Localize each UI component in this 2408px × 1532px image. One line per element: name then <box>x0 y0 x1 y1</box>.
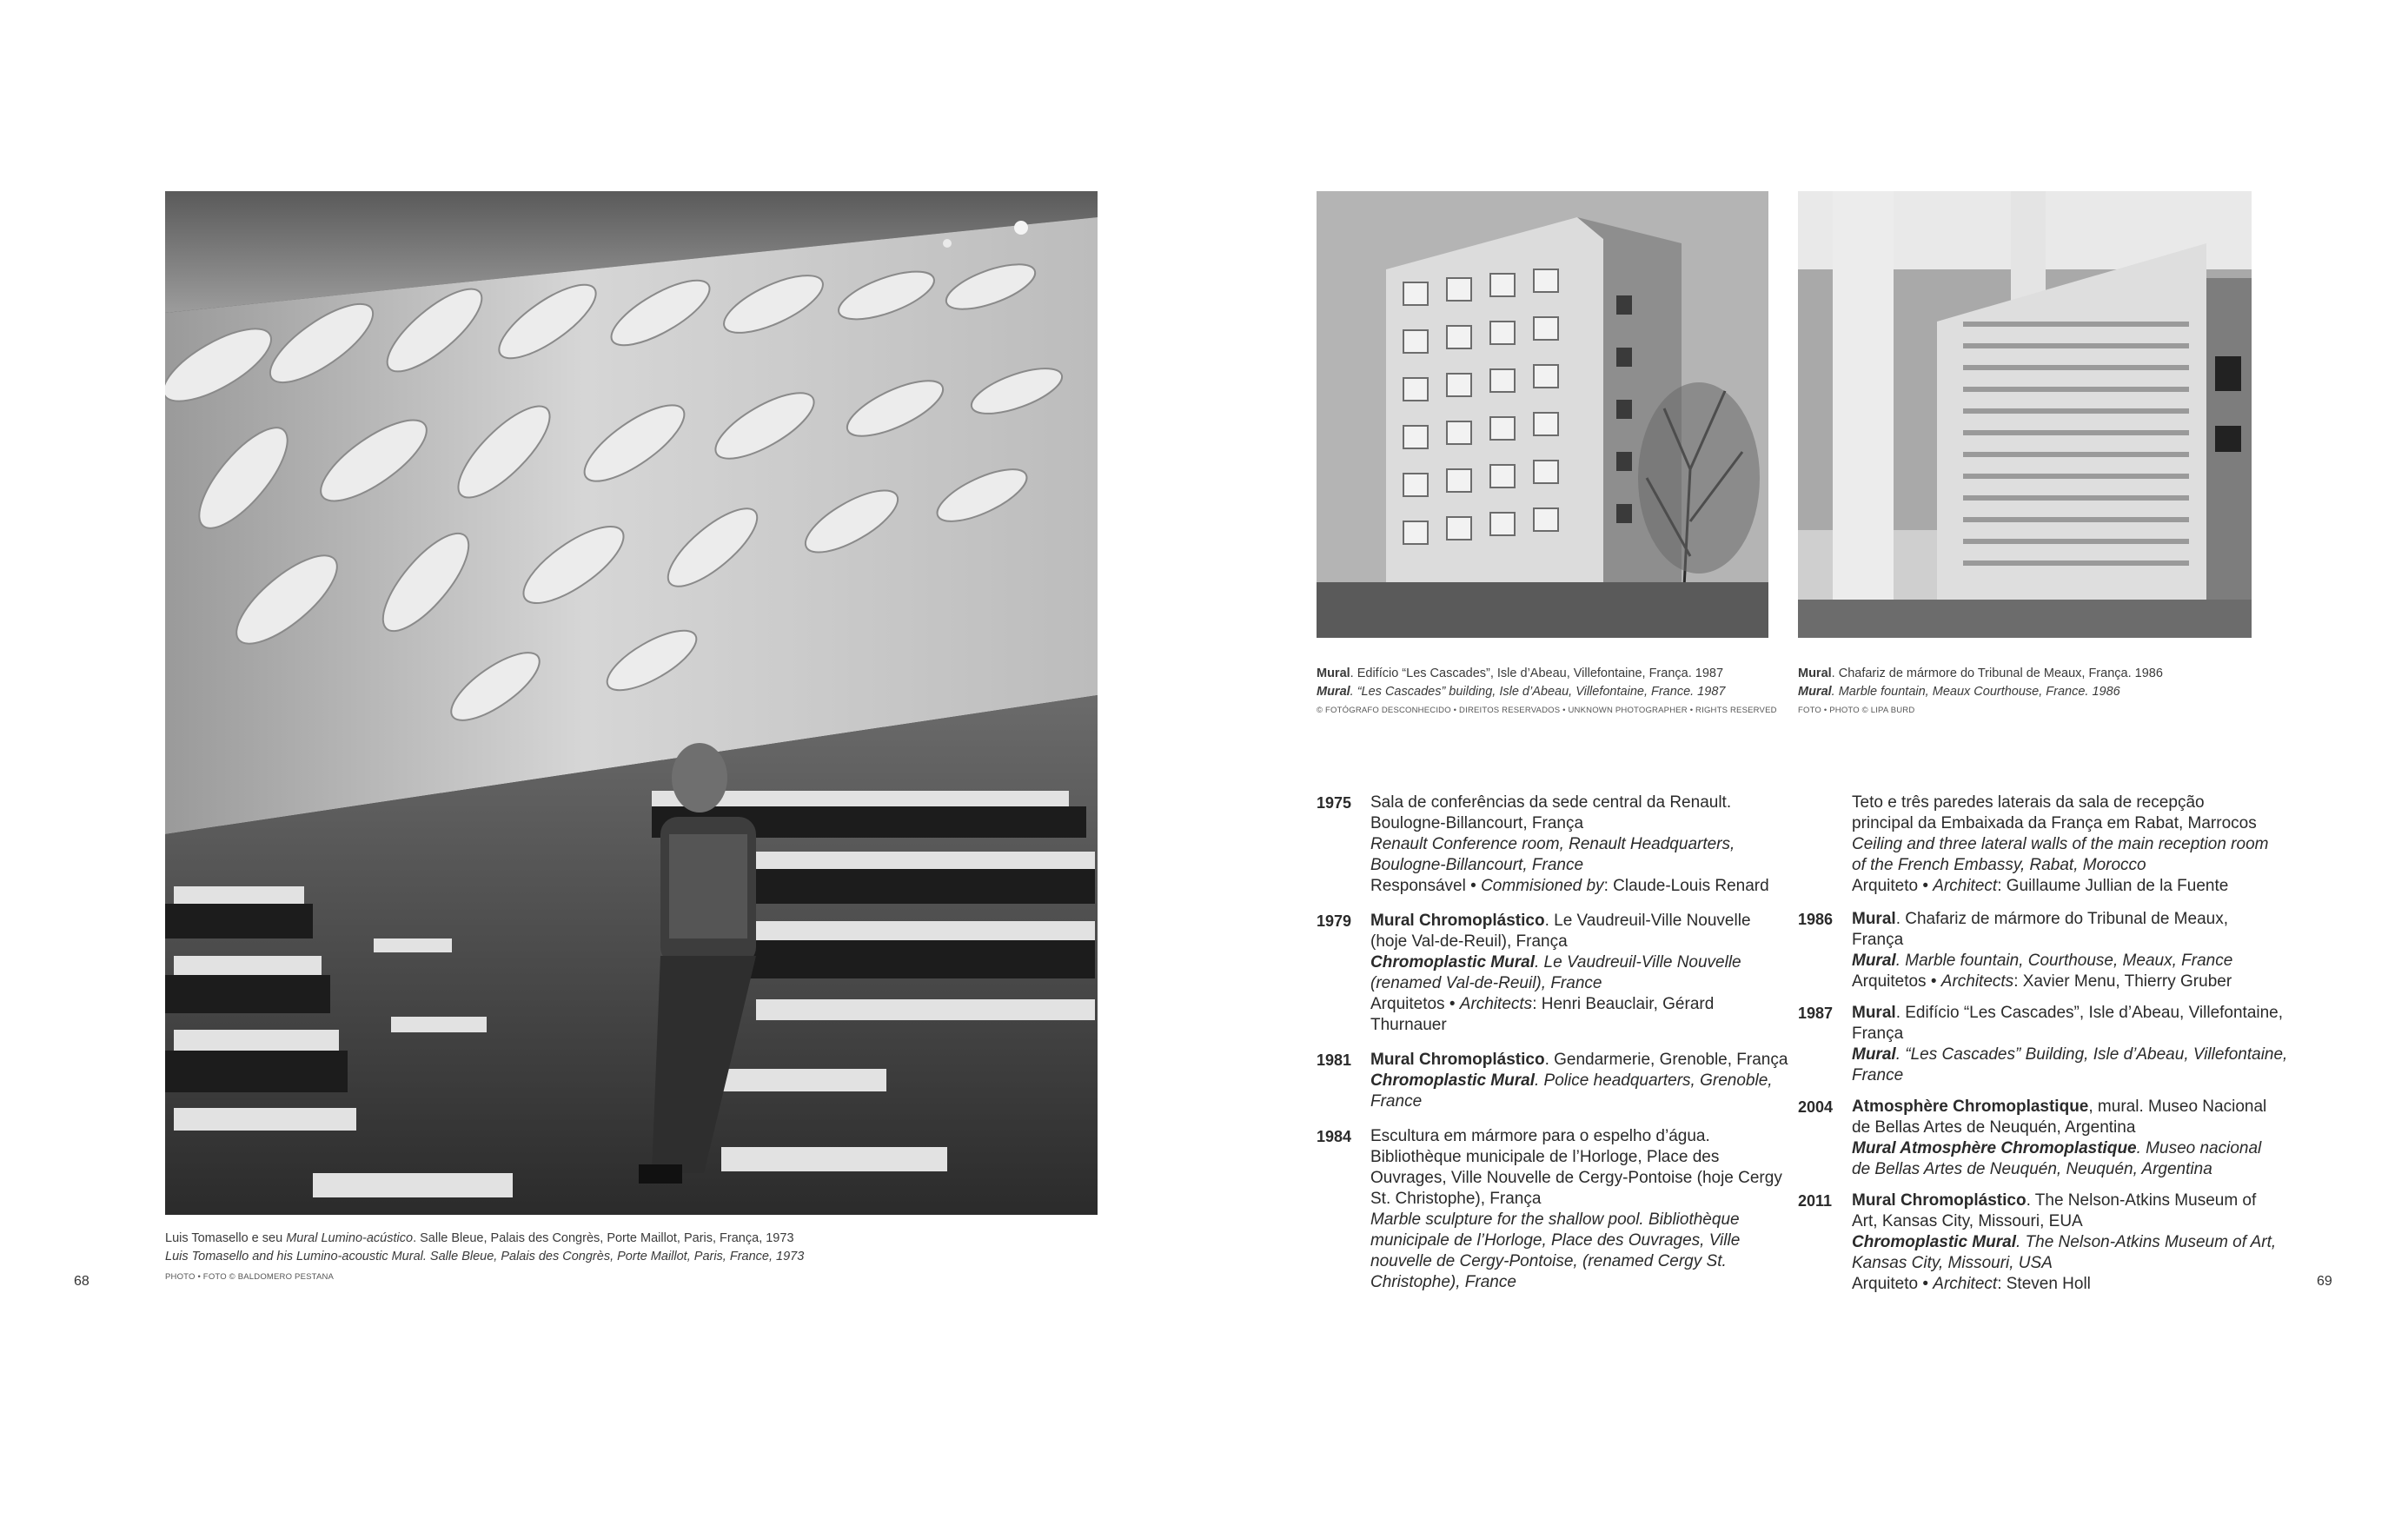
entry-text: Architect <box>1933 1275 1998 1293</box>
entry-line: municipale de l’Horloge, Place des Ouvrages, Ville <box>1370 1231 1741 1250</box>
entry-work-title: Chromoplastic Mural <box>1370 953 1535 972</box>
entry-line <box>1370 994 1751 1015</box>
entry-year: 1981 <box>1317 1051 1352 1069</box>
caption-artwork-title: Mural Lumino-acústico <box>286 1231 414 1245</box>
entry-work-title: Chromoplastic Mural <box>1852 1233 2016 1251</box>
entry-line <box>1852 1232 2276 1253</box>
entry-year: 1987 <box>1798 1005 1834 1022</box>
caption-text: . Edifício “Les Cascades”, Isle d’Abeau, Villefontaine, França. 1987 <box>1350 667 1724 680</box>
entry-year: 1979 <box>1317 912 1352 930</box>
entry-line: Boulogne-Billancourt, França <box>1370 814 1584 832</box>
entry-line <box>1370 1071 1788 1091</box>
caption-bold: Mural <box>1798 685 1832 699</box>
caption-text: . “Les Cascades” building, Isle d’Abeau, Villefontaine, France. 1987 <box>1350 685 1726 699</box>
entry-line <box>1852 1138 2266 1159</box>
entry-work-title: Mural <box>1852 910 1896 928</box>
entry-line <box>1852 1190 2276 1211</box>
entry-line <box>1852 909 2232 930</box>
photo-meaux-fountain <box>1798 191 2252 638</box>
entry-line: nouvelle de Cergy-Pontoise, (renamed Cergy St. <box>1370 1252 1727 1270</box>
entry-line: Art, Kansas City, Missouri, EUA <box>1852 1212 2083 1230</box>
entry-line: Ceiling and three lateral walls of the main reception room <box>1852 835 2269 853</box>
entry-line <box>1370 1050 1788 1071</box>
entry-line: France <box>1370 1092 1423 1111</box>
entry-text: . “Les Cascades” Building, Isle d’Abeau, Villefontaine, <box>1895 1045 2288 1064</box>
entry-line: Renault Conference room, Renault Headquarters, <box>1370 835 1735 853</box>
entry-line <box>1852 1097 2266 1117</box>
entry-text: Arquitetos • <box>1852 972 1941 991</box>
entry-line: of the French Embassy, Rabat, Morocco <box>1852 856 2146 874</box>
entry-year: 1986 <box>1798 911 1834 928</box>
entry-line <box>1370 911 1751 932</box>
main-photo-auditorium <box>165 191 1098 1215</box>
entry-text: . Museo nacional <box>2136 1139 2262 1157</box>
entry-text: : Guillaume Jullian de la Fuente <box>1997 877 2229 895</box>
entry-line: (hoje Val-de-Reuil), França <box>1370 932 1568 951</box>
entry-work-title: Atmosphère Chromoplastique <box>1852 1098 2089 1116</box>
meaux-caption-pt <box>1798 665 2163 683</box>
entry-line: França <box>1852 931 1904 949</box>
entry-text: Arquitetos • <box>1370 995 1460 1013</box>
photo-les-cascades <box>1317 191 1768 638</box>
entry-text: . Chafariz de mármore do Tribunal de Meaux, <box>1895 910 2228 928</box>
entry-year: 2004 <box>1798 1098 1834 1116</box>
meaux-credit: FOTO • PHOTO © LIPA BURD <box>1798 706 1915 715</box>
entry-text: . Le Vaudreuil-Ville Nouvelle <box>1534 953 1741 972</box>
entry-work-title: Mural Chromoplástico <box>1852 1191 2027 1210</box>
caption-text: Luis Tomasello e seu <box>165 1231 287 1245</box>
entry-text: . Police headquarters, Grenoble, <box>1534 1071 1773 1090</box>
entry-text: . The Nelson-Atkins Museum of Art, <box>2015 1233 2277 1251</box>
entry-text: : Henri Beauclair, Gérard <box>1532 995 1715 1013</box>
entry-line: Kansas City, Missouri, USA <box>1852 1254 2053 1272</box>
entry-text: . The Nelson-Atkins Museum of <box>2026 1191 2257 1210</box>
entry-text: . Edifício “Les Cascades”, Isle d’Abeau, Villefontaine, <box>1895 1004 2284 1022</box>
entry-text: Architects <box>1459 995 1533 1013</box>
entry-year: 2011 <box>1798 1192 1833 1210</box>
caption-bold: Mural <box>1798 667 1832 680</box>
entry-line: Sala de conferências da sede central da Renault. <box>1370 793 1732 812</box>
entry-text: Arquiteto • <box>1852 877 1934 895</box>
entry-line: Bibliothèque municipale de l’Horloge, Place des <box>1370 1148 1720 1166</box>
cascades-caption-en <box>1317 683 1725 701</box>
page-number-left: 68 <box>74 1274 90 1289</box>
entry-work-title: Mural Atmosphère Chromoplastique <box>1852 1139 2137 1157</box>
caption-text: . Chafariz de mármore do Tribunal de Meaux, França. 1986 <box>1831 667 2163 680</box>
building-image <box>1317 191 1768 638</box>
entry-year: 1984 <box>1317 1128 1352 1145</box>
entry-line: França <box>1852 1025 1904 1043</box>
entry-text: , mural. Museo Nacional <box>2088 1098 2267 1116</box>
entry-text: Arquiteto • <box>1852 1275 1934 1293</box>
entry-text: . Le Vaudreuil-Ville Nouvelle <box>1544 912 1751 930</box>
entry-line: (renamed Val-de-Reuil), France <box>1370 974 1602 992</box>
caption-bold: Mural <box>1317 667 1350 680</box>
entry-text: . Gendarmerie, Grenoble, França <box>1544 1051 1788 1069</box>
meaux-caption-en <box>1798 683 2120 701</box>
entry-text: Responsável • <box>1370 877 1482 895</box>
entry-line: France <box>1852 1066 1904 1084</box>
entry-text: : Xavier Menu, Thierry Gruber <box>2013 972 2232 991</box>
entry-line <box>1852 951 2232 972</box>
entry-line <box>1852 1274 2276 1295</box>
entry-line <box>1370 876 1769 897</box>
entry-line <box>1370 952 1751 973</box>
entry-line: de Bellas Artes de Neuquén, Neuquén, Argentina <box>1852 1160 2212 1178</box>
entry-line: St. Christophe), França <box>1370 1190 1542 1208</box>
entry-text: Architects <box>1940 972 2014 991</box>
entry-line: Escultura em mármore para o espelho d’água. <box>1370 1127 1710 1145</box>
entry-text: : Steven Holl <box>1997 1275 2091 1293</box>
entry-line: de Bellas Artes de Neuquén, Argentina <box>1852 1118 2136 1137</box>
entry-work-title: Mural <box>1852 1045 1896 1064</box>
entry-text: : Claude-Louis Renard <box>1603 877 1769 895</box>
entry-line: Ouvrages, Ville Nouvelle de Cergy-Pontoise (hoje Cergy <box>1370 1169 1782 1187</box>
entry-work-title: Chromoplastic Mural <box>1370 1071 1535 1090</box>
caption-text: . Salle Bleue, Palais des Congrès, Porte Maillot, Paris, França, 1973 <box>413 1231 794 1245</box>
entry-line: Marble sculpture for the shallow pool. Bibliothèque <box>1370 1210 1740 1229</box>
auditorium-image <box>165 191 1098 1215</box>
entry-text: . Marble fountain, Courthouse, Meaux, France <box>1895 952 2233 970</box>
page-number-right: 69 <box>2317 1274 2332 1289</box>
entry-line <box>1852 972 2232 992</box>
entry-text: Commisioned by <box>1481 877 1604 895</box>
caption-bold: Mural <box>1317 685 1350 699</box>
entry-line <box>1852 1045 2287 1065</box>
entry-work-title: Mural <box>1852 952 1896 970</box>
entry-line: Christophe), France <box>1370 1273 1516 1291</box>
cascades-credit: © FOTÓGRAFO DESCONHECIDO • DIREITOS RESERVADOS • UNKNOWN PHOTOGRAPHER • RIGHTS RESERVED <box>1317 706 1777 715</box>
entry-text: Architect <box>1933 877 1998 895</box>
entry-year: 1975 <box>1317 794 1352 812</box>
entry-work-title: Mural Chromoplástico <box>1370 912 1545 930</box>
entry-line: Boulogne-Billancourt, France <box>1370 856 1584 874</box>
main-photo-caption-pt <box>165 1230 794 1248</box>
entry-work-title: Mural Chromoplástico <box>1370 1051 1545 1069</box>
entry-line: Thurnauer <box>1370 1016 1447 1034</box>
main-photo-credit: PHOTO • FOTO © BALDOMERO PESTANA <box>165 1272 335 1282</box>
main-photo-caption-en: Luis Tomasello and his Lumino-acoustic Mural. Salle Bleue, Palais des Congrès, Porte Maillot, Paris, France, 1973 <box>165 1250 805 1263</box>
fountain-image <box>1798 191 2252 638</box>
cascades-caption-pt <box>1317 665 1723 683</box>
caption-text: . Marble fountain, Meaux Courthouse, France. 1986 <box>1831 685 2120 699</box>
entry-line <box>1852 876 2268 897</box>
entry-line: principal da Embaixada da França em Rabat, Marrocos <box>1852 814 2257 832</box>
entry-line <box>1852 1003 2287 1024</box>
entry-work-title: Mural <box>1852 1004 1896 1022</box>
entry-line: Teto e três paredes laterais da sala de recepção <box>1852 793 2205 812</box>
